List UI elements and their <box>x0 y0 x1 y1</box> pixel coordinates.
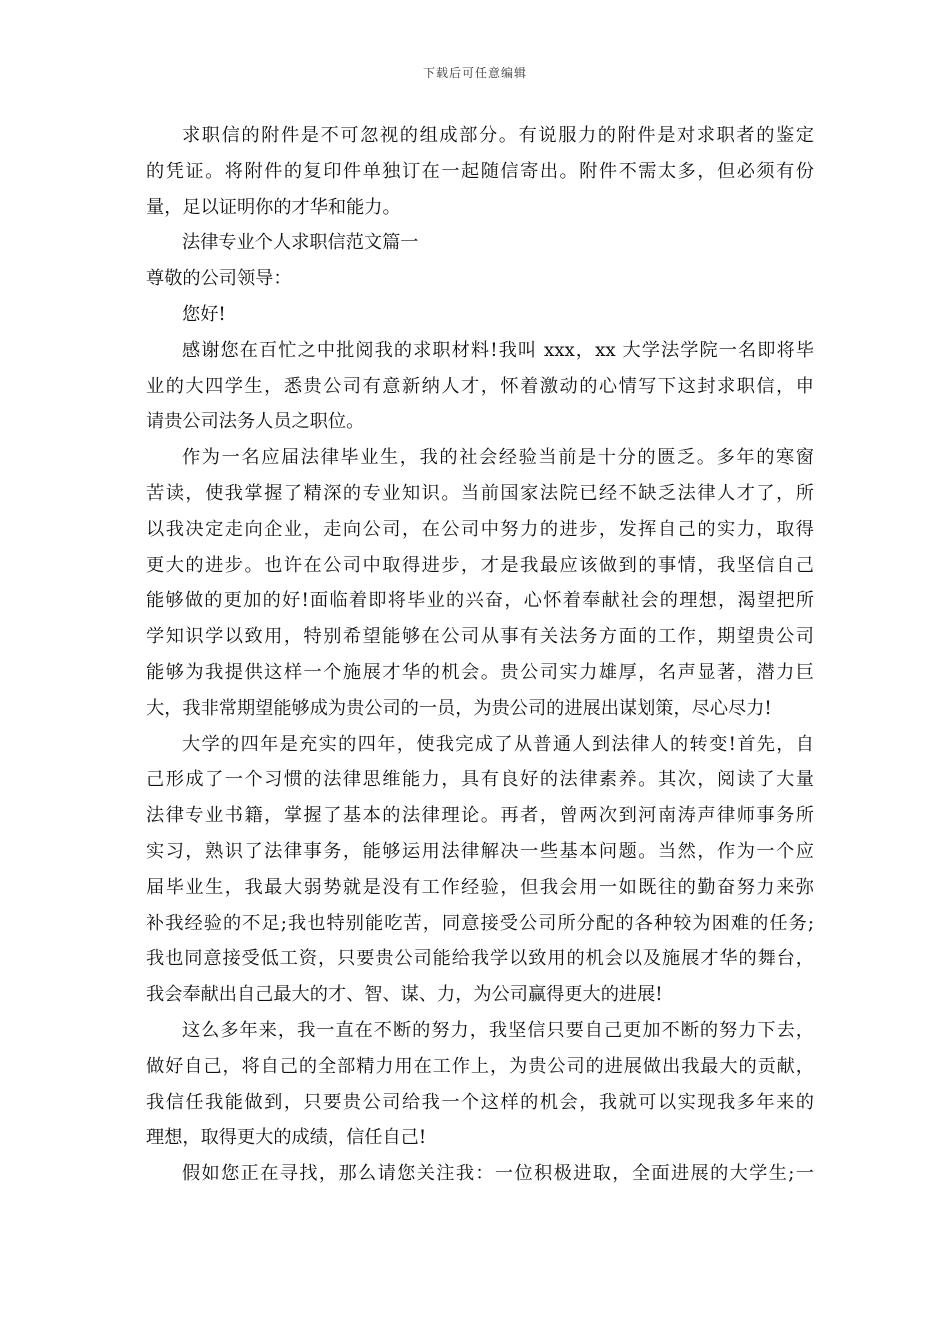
text-line: 学知识学以致用，特别希望能够在公司从事有关法务方面的工作，期望贵公司 <box>146 626 814 648</box>
text-line: 以我决定走向企业，走向公司，在公司中努力的进步，发挥自己的实力，取得 <box>146 518 814 540</box>
text-line: 尊敬的公司领导： <box>146 268 292 290</box>
text-line: 我也同意接受低工资，只要贵公司能给我学以致用的机会以及施展才华的舞台， <box>146 948 814 970</box>
text-line: 理想，取得更大的成绩，信任自己! <box>146 1127 427 1149</box>
text-line: 感谢您在百忙之中批阅我的求职材料!我叫 xxx，xx 大学法学院一名即将毕 <box>182 339 814 361</box>
text-line: 己形成了一个习惯的法律思维能力，具有良好的法律素养。其次，阅读了大量 <box>146 769 814 791</box>
text-line: 大，我非常期望能够成为贵公司的一员，为贵公司的进展出谋划策，尽心尽力! <box>146 697 772 719</box>
text-line: 这么多年来，我一直在不断的努力，我坚信只要自己更加不断的努力下去， <box>182 1019 814 1041</box>
text-line: 量，足以证明你的才华和能力。 <box>146 196 401 218</box>
text-line: 能够做的更加的好!面临着即将毕业的兴奋，心怀着奉献社会的理想，渴望把所 <box>146 590 814 612</box>
text-line: 求职信的附件是不可忽视的组成部分。有说服力的附件是对求职者的鉴定 <box>182 125 814 146</box>
page-header: 下载后可任意编辑 <box>422 66 527 80</box>
text-line: 大学的四年是充实的四年，使我完成了从普通人到法律人的转变!首先，自 <box>182 733 814 755</box>
text-line: 的凭证。将附件的复印件单独订在一起随信寄出。附件不需太多，但必须有份 <box>146 160 814 182</box>
text-line: 我信任我能做到，只要贵公司给我一个这样的机会，我就可以实现我多年来的 <box>146 1091 814 1113</box>
text-line: 苦读，使我掌握了精深的专业知识。当前国家法院已经不缺乏法律人才了，所 <box>146 482 814 504</box>
text-line: 实习，熟识了法律事务，能够运用法律解决一些基本问题。当然，作为一个应 <box>146 840 814 862</box>
text-line: 假如您正在寻找，那么请您关注我：一位积极进取，全面进展的大学生;一 <box>182 1163 814 1185</box>
text-line: 更大的进步。也许在公司中取得进步，才是我最应该做到的事情，我坚信自己 <box>146 554 814 576</box>
text-line: 补我经验的不足;我也特别能吃苦，同意接受公司所分配的各种较为困难的任务; <box>146 912 814 934</box>
text-line: 我会奉献出自己最大的才、智、谋、力，为公司赢得更大的进展! <box>146 984 663 1006</box>
document-body <box>146 118 814 1192</box>
text-line: 法律专业个人求职信范文篇一 <box>182 232 419 254</box>
text-line: 能够为我提供这样一个施展才华的机会。贵公司实力雄厚，名声显著，潜力巨 <box>146 661 814 683</box>
text-line: 作为一名应届法律毕业生，我的社会经验当前是十分的匮乏。多年的寒窗 <box>182 447 814 469</box>
text-line: 您好! <box>182 303 226 325</box>
text-line: 法律专业书籍，掌握了基本的法律理论。再者，曾两次到河南涛声律师事务所 <box>146 805 814 827</box>
text-line: 届毕业生，我最大弱势就是没有工作经验，但我会用一如既往的勤奋努力来弥 <box>146 876 814 898</box>
text-line: 请贵公司法务人员之职位。 <box>146 411 365 433</box>
text-line: 做好自己，将自己的全部精力用在工作上，为贵公司的进展做出我最大的贡献， <box>146 1055 814 1077</box>
text-line: 业的大四学生，悉贵公司有意新纳人才，怀着激动的心情写下这封求职信，申 <box>146 375 814 397</box>
